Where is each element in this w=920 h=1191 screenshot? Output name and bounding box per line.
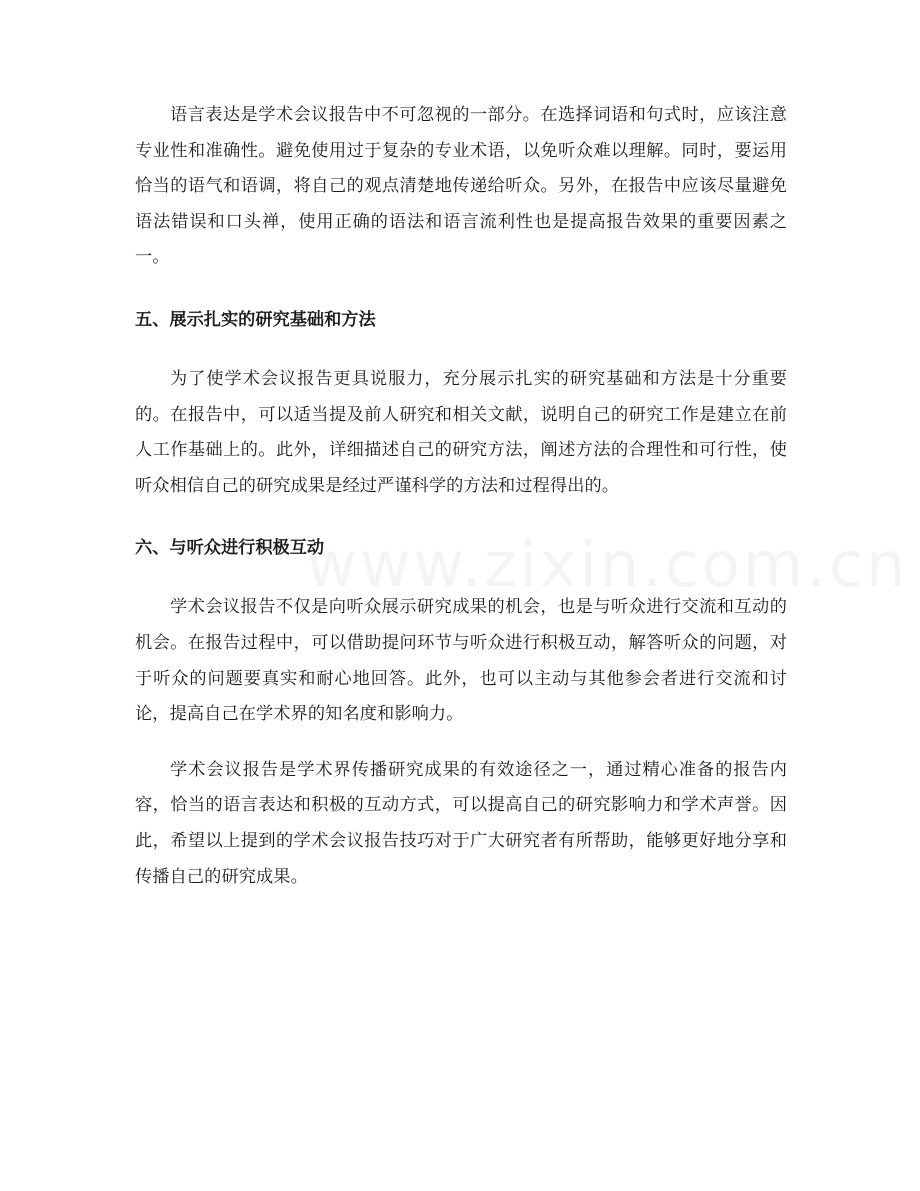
- paragraph-conclusion: 学术会议报告是学术界传播研究成果的有效途径之一，通过精心准备的报告内容，恰当的语言表达和积极的互动方式，可以提高自己的研究影响力和学术声誉。因此，希望以上提到的学术会议报告技巧对于广大研究者有所帮助，能够更好地分享和传播自己的研究成果。: [135, 759, 787, 887]
- paragraph-research-foundation: 为了使学术会议报告更具说服力，充分展示扎实的研究基础和方法是十分重要的。在报告中，可以适当提及前人研究和相关文献，说明自己的研究工作是建立在前人工作基础上的。此外，详细描述自己的研究方法，阐述方法的合理性和可行性，使听众相信自己的研究成果是经过严谨科学的方法和过程得出的。: [135, 368, 787, 496]
- section-heading-6: 六、与听众进行积极互动: [135, 538, 325, 559]
- document-body: [135, 98, 787, 895]
- paragraph-language-expression: 语言表达是学术会议报告中不可忽视的一部分。在选择词语和句式时，应该注意专业性和准确性。避免使用过于复杂的专业术语，以免听众难以理解。同时，要运用恰当的语气和语调，将自己的观点清楚地传递给听众。另外，在报告中应该尽量避免语法错误和口头禅，使用正确的语法和语言流利性也是提高报告效果的重要因素之一。: [135, 105, 787, 268]
- section-heading-5: 五、展示扎实的研究基础和方法: [135, 309, 376, 330]
- paragraph-audience-interaction: 学术会议报告不仅是向听众展示研究成果的机会，也是与听众进行交流和互动的机会。在报告过程中，可以借助提问环节与听众进行积极互动，解答听众的问题，对于听众的问题要真实和耐心地回答。此外，也可以主动与其他参会者进行交流和讨论，提高自己在学术界的知名度和影响力。: [135, 597, 787, 725]
